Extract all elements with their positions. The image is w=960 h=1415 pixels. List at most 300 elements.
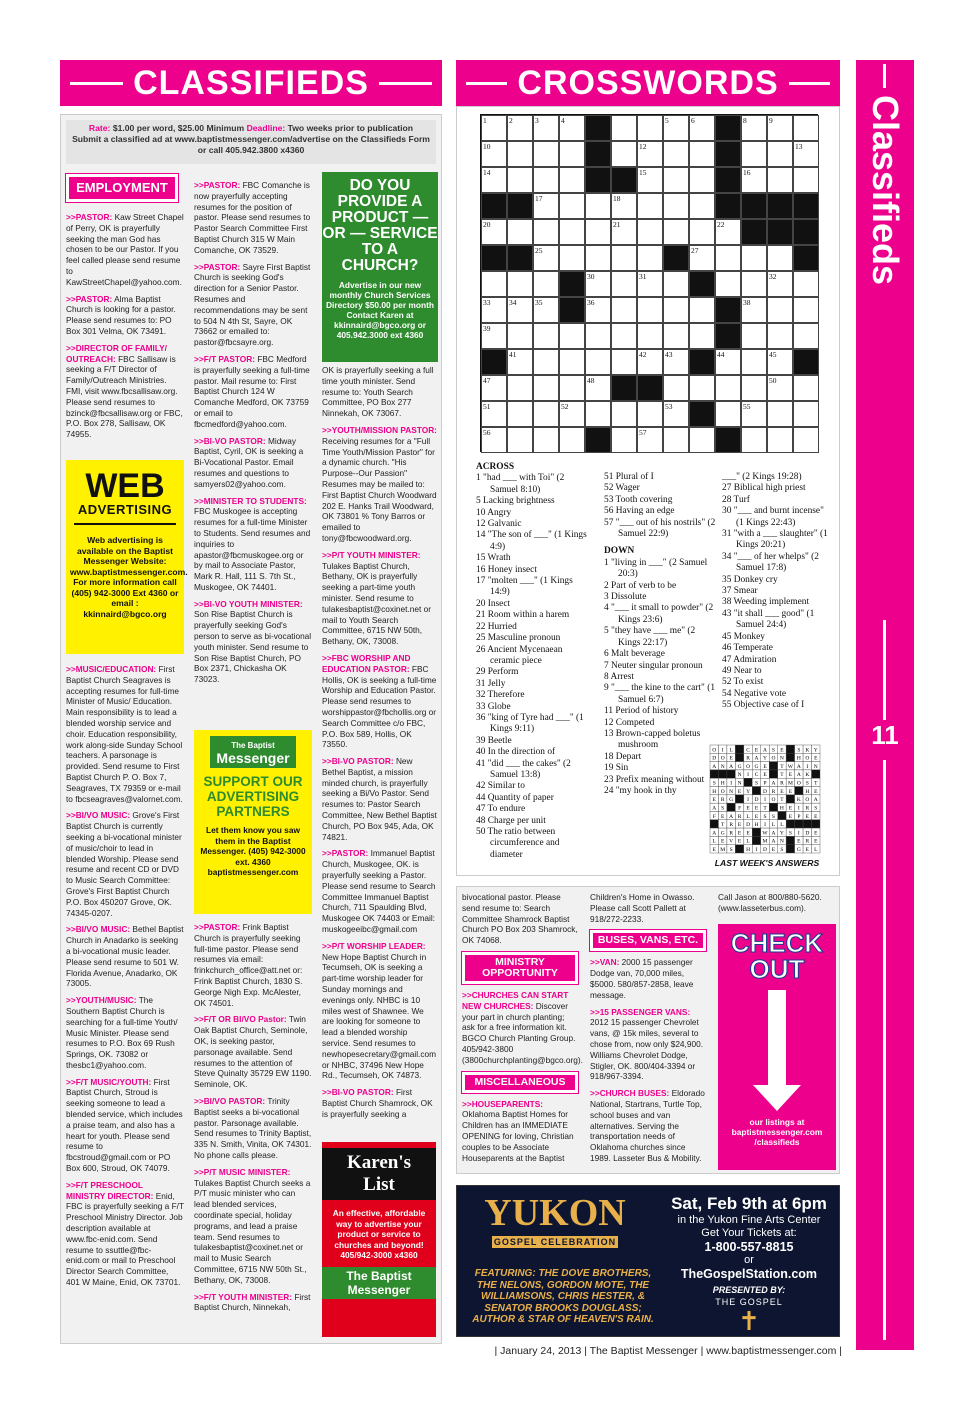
crossword-cell[interactable] [663, 297, 689, 323]
svg-text:L: L [746, 838, 750, 845]
clues-column-3 [722, 472, 830, 712]
svg-text:G: G [754, 763, 759, 770]
clue: 54 Negative vote [722, 688, 787, 699]
crossword-cell[interactable] [689, 167, 715, 193]
crossword-cell[interactable] [585, 323, 611, 349]
svg-text:I: I [764, 822, 766, 829]
crossword-cell[interactable] [585, 219, 611, 245]
svg-text:Y: Y [763, 755, 767, 762]
section-side-title: Classifieds [865, 94, 906, 286]
crossword-cell[interactable]: 44 [715, 349, 741, 375]
crossword-block [715, 427, 741, 453]
crossword-cell[interactable] [741, 141, 767, 167]
svg-text:A: A [771, 838, 776, 845]
crossword-cell[interactable]: 39 [481, 323, 507, 349]
crossword-cell[interactable]: 57 [637, 427, 663, 453]
svg-text:E: E [737, 788, 742, 795]
clue: 7 Neuter singular pronoun [604, 660, 703, 671]
crossword-cell[interactable]: 22 [715, 219, 741, 245]
crossword-cell[interactable] [767, 297, 793, 323]
crossword-cell[interactable]: 17 [533, 193, 559, 219]
crossword-cell[interactable] [689, 323, 715, 349]
classified-listing: >>BI-VO PASTOR: Midway Baptist, Cyril, OK is seeking a Bi-Vocational Pastor. Email resumes and questions to samyers02@yahoo.com. [194, 435, 304, 489]
crossword-cell[interactable]: 32 [767, 271, 793, 297]
svg-text:E: E [814, 813, 818, 820]
crossword-cell[interactable]: 15 [637, 167, 663, 193]
crossword-cell[interactable] [559, 323, 585, 349]
crossword-cell[interactable]: 50 [767, 375, 793, 401]
crossword-cell[interactable] [559, 245, 585, 271]
classified-listing: >>PASTOR: Sayre First Baptist Church is seeking God's direction for a Senior Pastor. Resumes and recommendations may be sent to 504 N 4th St, Sayre, OK 73662 or emailed to: pastor@fbcsayre.org. [194, 261, 311, 348]
clue: 55 Objective case of I [722, 700, 805, 711]
crossword-cell[interactable] [507, 401, 533, 427]
crossword-cell[interactable] [793, 427, 819, 453]
svg-text:T: T [763, 805, 767, 812]
crossword-cell[interactable]: 9 [767, 115, 793, 141]
svg-text:O: O [771, 755, 776, 762]
clue: 20 Insect [476, 598, 511, 609]
svg-text:E: E [721, 813, 725, 820]
crossword-cell[interactable] [741, 427, 767, 453]
svg-text:L: L [746, 813, 750, 820]
svg-text:D: D [763, 788, 767, 795]
classified-listing: >>F/T YOUTH MINISTER: First Baptist Church, Ninnekah, [194, 1291, 311, 1313]
crossword-cell[interactable] [689, 193, 715, 219]
crossword-cell[interactable]: 53 [663, 401, 689, 427]
svg-text:A: A [712, 763, 717, 770]
crossword-cell[interactable] [559, 349, 585, 375]
crossword-cell[interactable] [611, 115, 637, 141]
crossword-cell[interactable]: 34 [507, 297, 533, 323]
svg-text:E: E [754, 805, 759, 812]
down-arrow-icon [768, 990, 786, 1085]
clue: 50 The ratio between circumference and diameter [476, 827, 560, 860]
svg-text:L: L [729, 747, 733, 754]
crossword-cell[interactable]: 14 [481, 167, 507, 193]
svg-text:E: E [754, 747, 759, 754]
classified-listing: >>F/T PASTOR: FBC Medford is prayerfully seeking a full-time pastor. Mail resume to: First Baptist Church 124 W Comanche Medford, OK 73759 or email to fbcmedford@yahoo.com. [194, 353, 310, 429]
crossword-cell[interactable] [793, 401, 819, 427]
svg-text:O: O [805, 797, 810, 804]
clue: 3 Dissolute [604, 592, 647, 603]
crossword-cell[interactable] [637, 115, 663, 141]
svg-text:V: V [729, 838, 734, 845]
svg-text:E: E [805, 813, 809, 820]
svg-text:A: A [729, 813, 734, 820]
crossword-cell[interactable] [741, 375, 767, 401]
crossword-cell[interactable] [585, 401, 611, 427]
crossword-cell[interactable] [533, 167, 559, 193]
advertising-partners-ad[interactable]: The Baptist Messenger SUPPORT OUR ADVERTISING PARTNERS Let them know you saw them in the Baptist Messenger. (405) 942-3000 ext. 4360 baptistmessenger.com [194, 730, 312, 914]
crossword-block [507, 193, 533, 219]
svg-text:Y: Y [746, 788, 751, 795]
crossword-cell[interactable]: 36 [585, 297, 611, 323]
svg-text:E: E [814, 838, 818, 845]
crossword-cell[interactable]: 16 [741, 167, 767, 193]
crossword-block [585, 115, 611, 141]
crossword-cell[interactable]: 18 [611, 193, 637, 219]
crossword-cell[interactable] [663, 219, 689, 245]
svg-text:D: D [763, 847, 767, 853]
classified-listing: >>PASTOR: FBC Comanche is now prayerfully accepting resumes for the position of pastor. Please send resumes to Pastor Search Committee First Baptist Church 315 W Main Comanche, OK 73529. [194, 180, 311, 255]
svg-text:I: I [797, 805, 800, 812]
svg-text:H: H [779, 805, 784, 812]
crossword-cell[interactable] [611, 245, 637, 271]
crossword-cell[interactable]: 27 [689, 245, 715, 271]
classified-listing: OK is prayerfully seeking a full time youth minister. Send resume to: Youth Search Committee, PO Box 277 Ninnekah, OK 73067. [322, 365, 434, 419]
church-services-ad[interactable]: DO YOU PROVIDE A PRODUCT — OR — SERVICE TO A CHURCH? Advertise in our new monthly Church Services Directory $50.00 per month Contact Karen at kkinnaird@bgco.org or 405.942.3000 ext 4360 [322, 172, 438, 362]
svg-text:H: H [746, 847, 751, 853]
classified-listing: >>PASTOR: Alma Baptist Church is looking for a pastor. Please send resumes to: PO Box 301 Velma, OK 73491. [66, 293, 176, 336]
svg-text:E: E [746, 805, 750, 812]
clue: 48 Charge per unit [476, 815, 546, 826]
svg-text:D: D [805, 830, 810, 837]
classified-column-3 [322, 365, 438, 1126]
crossword-cell[interactable]: 3 [533, 115, 559, 141]
svg-text:D: D [754, 797, 759, 804]
crossword-cell[interactable] [585, 245, 611, 271]
clue: 14 "The son of ___" (1 Kings 4:9) [476, 530, 587, 552]
crossword-cell[interactable] [741, 245, 767, 271]
svg-text:I: I [747, 772, 749, 779]
crossword-cell[interactable] [637, 219, 663, 245]
crossword-cell[interactable]: 20 [481, 219, 507, 245]
svg-text:O: O [720, 755, 725, 762]
svg-text:E: E [754, 813, 759, 820]
svg-text:R: R [746, 755, 750, 762]
crossword-cell[interactable] [637, 245, 663, 271]
svg-text:E: E [721, 838, 725, 845]
crossword-cell[interactable]: 13 [793, 141, 819, 167]
crossword-cell[interactable] [689, 427, 715, 453]
crossword-cell[interactable]: 10 [481, 141, 507, 167]
crossword-cell[interactable] [559, 193, 585, 219]
crossword-cell[interactable]: 43 [663, 349, 689, 375]
svg-text:I: I [806, 763, 809, 770]
crossword-block [741, 219, 767, 245]
crossword-cell[interactable] [663, 193, 689, 219]
crossword-cell[interactable] [663, 323, 689, 349]
crossword-cell[interactable]: 30 [585, 271, 611, 297]
yukon-gospel-ad[interactable]: YUKON GOSPEL CELEBRATION FEATURING: THE DOVE BROTHERS, THE NELONS, GORDON MOTE, THE WILLIAMSONS, CHRIS HESTER, & SENATOR BROOKS DOUGLASS; AUTHOR & STAR OF HEAVEN'S RAIN. Sat, Feb 9th at 6pm in the Yukon Fine Arts Center Get Your Tickets at: 1-800-557-8815 or TheGospelStation.com PRESENTED BY: THE GOSPEL ✝ STATION NETWORK [456, 1185, 840, 1337]
svg-text:C: C [754, 772, 759, 779]
svg-text:T: T [814, 780, 818, 787]
crossword-cell[interactable]: 52 [559, 401, 585, 427]
crossword-cell[interactable] [533, 375, 559, 401]
svg-text:E: E [729, 755, 733, 762]
clue: 22 Hurried [476, 621, 517, 632]
crossword-cell[interactable] [637, 297, 663, 323]
miscellaneous-tag: MISCELLANEOUS [462, 1072, 578, 1093]
svg-text:S: S [797, 747, 801, 754]
crossword-cell[interactable] [767, 427, 793, 453]
clue: 21 Room within a harem [476, 610, 570, 621]
svg-text:E: E [737, 838, 742, 845]
crossword-cell[interactable]: 1 [481, 115, 507, 141]
crossword-cell[interactable] [533, 323, 559, 349]
crossword-cell[interactable] [767, 245, 793, 271]
crossword-cell[interactable] [611, 271, 637, 297]
svg-text:M: M [762, 838, 768, 845]
crossword-cell[interactable] [767, 401, 793, 427]
clue: 30 "___ and burnt incense" (1 Kings 22:43) [722, 506, 824, 528]
crossword-cell[interactable] [507, 375, 533, 401]
classifieds-header: CLASSIFIEDS [60, 60, 442, 106]
clue: 57 "___ out of his nostrils" (2 Samuel 22:9) [604, 517, 716, 540]
crossword-cell[interactable] [507, 219, 533, 245]
crossword-cell[interactable] [767, 323, 793, 349]
svg-text:A: A [712, 830, 717, 837]
crossword-cell[interactable] [559, 427, 585, 453]
lower-column-1: bivocational pastor. Please send resume to: Search Committee Shamrock Baptist Church PO Box 203 Shamrock, OK 74068. MINISTRY OPPORTUNITY >>CHURCHES CAN START NEW CHURCHES: Discover your part in church planting; ask for a free information kit. BGCO Church Planting Group. 405/942-3800 (3800churchplanting@bgco.org). MISCELLANEOUS >>HOUSEPARENTS: Oklahoma Baptist Homes for Children has an IMMEDIATE OPENING for loving, Christian couples to be Associate Houseparents at the Baptist [462, 892, 583, 1163]
crossword-cell[interactable] [689, 375, 715, 401]
crossword-cell[interactable] [715, 401, 741, 427]
svg-text:N: N [729, 788, 734, 795]
crosswords-header: CROSSWORDS [456, 60, 840, 106]
crossword-cell[interactable]: 38 [741, 297, 767, 323]
svg-text:E: E [805, 847, 809, 853]
clue: 1 "had ___ with Toi" (2 Samuel 8:10) [476, 473, 565, 495]
crossword-cell[interactable]: 12 [637, 141, 663, 167]
clue: 35 Donkey cry [722, 574, 778, 585]
crossword-cell[interactable]: 25 [533, 245, 559, 271]
svg-text:E: E [737, 822, 742, 829]
crossword-cell[interactable]: 5 [663, 115, 689, 141]
crossword-cell[interactable] [533, 401, 559, 427]
svg-text:R: R [805, 805, 810, 812]
crossword-cell[interactable] [689, 141, 715, 167]
svg-text:K: K [796, 797, 801, 804]
crossword-cell[interactable]: 2 [507, 115, 533, 141]
crossword-cell[interactable]: 47 [481, 375, 507, 401]
crossword-block [793, 245, 819, 271]
crossword-cell[interactable] [793, 167, 819, 193]
clue: 49 Near to [722, 665, 762, 676]
crossword-block [741, 193, 767, 219]
crossword-cell[interactable] [793, 297, 819, 323]
svg-text:O: O [771, 797, 776, 804]
svg-text:S: S [755, 780, 759, 787]
crossword-cell[interactable] [663, 167, 689, 193]
crossword-cell[interactable] [533, 349, 559, 375]
svg-text:P: P [763, 780, 767, 787]
crossword-block [585, 167, 611, 193]
crossword-cell[interactable]: 31 [637, 271, 663, 297]
crossword-cell[interactable] [715, 375, 741, 401]
crossword-cell[interactable] [689, 297, 715, 323]
clue: 52 Wager [604, 483, 640, 494]
crossword-block [767, 219, 793, 245]
svg-text:H: H [720, 780, 725, 787]
svg-text:L: L [814, 847, 818, 853]
svg-text:L: L [771, 822, 776, 829]
crossword-cell[interactable] [637, 401, 663, 427]
crossword-block [611, 375, 637, 401]
svg-text:O: O [746, 763, 751, 770]
crossword-cell[interactable] [663, 141, 689, 167]
crossword-cell[interactable]: 8 [741, 115, 767, 141]
crossword-cell[interactable] [793, 115, 819, 141]
clue: 16 Honey insect [476, 564, 537, 575]
crossword-cell[interactable] [507, 141, 533, 167]
clue: 39 Beetle [476, 735, 512, 746]
crossword-cell[interactable] [663, 427, 689, 453]
crossword-cell[interactable] [585, 349, 611, 375]
crossword-cell[interactable] [663, 375, 689, 401]
classified-listing: >>MUSIC/EDUCATION: First Baptist Church Seagraves is accepting resumes for full-time Minister of Music/ Education. Main responsibility is to lead a blended worship service and choir. Education responsibility, work along-side Sunday School teachers. A parsonage is provided. Send resume to First Baptist Church P. O. Box 7, Seagraves, TX 79359 or e-mail to fbcseagraves@valornet.com. [66, 664, 183, 804]
clue: 1 "living in ___" (2 Samuel 20:3) [604, 557, 708, 580]
crossword-cell[interactable] [481, 271, 507, 297]
crossword-cell[interactable] [793, 271, 819, 297]
clue: 12 Galvanic [476, 519, 522, 530]
svg-text:N: N [720, 763, 725, 770]
clue: 27 Biblical high priest [722, 483, 806, 494]
crossword-cell[interactable] [533, 219, 559, 245]
web-advertising-ad[interactable]: WEB ADVERTISING Web advertising is available on the Baptist Messenger Website: www.baptistmessenger.com. For more information call (405) 942-3000 Ext 4360 or email : kkinnaird@bgco.org [66, 460, 184, 654]
crossword-cell[interactable]: 48 [585, 375, 611, 401]
crossword-cell[interactable] [611, 323, 637, 349]
crossword-cell[interactable] [741, 323, 767, 349]
svg-text:S: S [805, 780, 809, 787]
crossword-cell[interactable] [793, 323, 819, 349]
crossword-cell[interactable] [533, 427, 559, 453]
clue: 11 Period of history [604, 706, 679, 717]
svg-text:S: S [771, 747, 775, 754]
crossword-cell[interactable]: 35 [533, 297, 559, 323]
rate-info: Rate: $1.00 per word, $25.00 Minimum Deadline: Two weeks prior to publication Submit a classified ad at www.baptistmessenger.com/advertise on the Classifieds Form or call 405.942.3800 x4360 [66, 120, 436, 164]
crossword-cell[interactable]: 56 [481, 427, 507, 453]
svg-text:S: S [780, 847, 784, 853]
svg-text:F: F [712, 813, 716, 820]
crossword-cell[interactable] [767, 167, 793, 193]
crossword-cell[interactable] [507, 271, 533, 297]
svg-text:R: R [729, 830, 733, 837]
crossword-block [793, 193, 819, 219]
crossword-cell[interactable] [611, 401, 637, 427]
crossword-cell[interactable]: 55 [741, 401, 767, 427]
crossword-cell[interactable] [507, 167, 533, 193]
crossword-cell[interactable] [559, 219, 585, 245]
crossword-cell[interactable]: 42 [637, 349, 663, 375]
crossword-block [663, 245, 689, 271]
crossword-cell[interactable] [741, 349, 767, 375]
crossword-block [507, 245, 533, 271]
clue: 31 Jelly [476, 678, 506, 689]
classified-listing: >>P/T MUSIC MINISTER: Tulakes Baptist Church seeks a P/T music minister who can lead blended services, coordinate special, holiday programs, and lead a praise team. Send resumes to tulakesbaptist@coxinet.net or mail to Music Search Committee, 6715 NW 50th St., Bethany, OK, 73008. [194, 1166, 311, 1285]
svg-text:E: E [788, 805, 793, 812]
classified-listing: >>P/T YOUTH MINISTER: Tulakes Baptist Church, Bethany, OK is prayerfully seeking a part-time youth minister. Send resume to tulakesbaptist@coxinet.net or mail to Youth Search Committee, 6715 NW 50th, Bethany, OK, 73008. [322, 549, 431, 647]
crossword-cell[interactable] [767, 141, 793, 167]
lower-column-2: Children's Home in Owasso. Please call Scott Pallett at 918/272-2233. BUSES, VANS, ETC. >>VAN: 2000 15 passenger Dodge van, 70,000 miles, $5000. 580/857-2858, leave message. >>15 PASSENGER VANS: 2012 15 passenger Chevrolet vans, @ 15k miles, several to chose from, now only $24,900. Williams Chevrolet Dodge, Stigler, OK. 800/404-3394 or 918/967-3394. >>CHURCH BUSES: Eldorado National, Startrans, Turtle Top, school buses and van alternatives. Serving the transportation needs of Oklahoma churches since 1989. Lasseter Bus & Mobility. [590, 892, 705, 1163]
classified-listing: >>MINISTER TO STUDENTS: FBC Muskogee is accepting resumes for a full-time Minister to Students. Send resumes and inquiries to apastor@fbcmuskogee.org or by mail to Associate Pastor, Mark R. Hall, 111 S. 7th St., Muskogee, OK 74401. [194, 495, 311, 592]
svg-text:S: S [763, 813, 767, 820]
svg-text:A: A [796, 772, 801, 779]
crossword-block [767, 193, 793, 219]
crossword-cell[interactable]: 6 [689, 115, 715, 141]
crossword-cell[interactable] [559, 375, 585, 401]
crossword-cell[interactable] [611, 297, 637, 323]
classified-column-2b [194, 922, 312, 1319]
crossword-cell[interactable] [533, 271, 559, 297]
crossword-cell[interactable]: 45 [767, 349, 793, 375]
crossword-block [585, 141, 611, 167]
classified-listing: >>F/T MUSIC/YOUTH: First Baptist Church, Stroud is seeking someone to lead a blended service, which includes a praise team, and also has a heart for youth. Please send resume to fbcstroud@gmail.com or PO Box 600, Stroud, OK 74079. [66, 1076, 183, 1174]
crossword-block [559, 271, 585, 297]
clue: 15 Wrath [476, 553, 511, 564]
crossword-cell[interactable] [637, 323, 663, 349]
crossword-cell[interactable] [611, 427, 637, 453]
classified-column-1b [66, 664, 184, 1294]
crossword-cell[interactable]: 33 [481, 297, 507, 323]
svg-text:G: G [720, 830, 725, 837]
svg-text:E: E [788, 813, 793, 820]
crossword-cell[interactable] [793, 375, 819, 401]
svg-text:H: H [796, 755, 801, 762]
crossword-cell[interactable] [559, 167, 585, 193]
crossword-grid[interactable] [480, 114, 818, 452]
clue: 12 Competed [604, 717, 655, 728]
svg-text:H: H [712, 788, 717, 795]
crossword-cell[interactable] [637, 193, 663, 219]
clue: 34 "___ of her whelps" (2 Samuel 17:8) [722, 551, 819, 574]
crossword-cell[interactable] [689, 219, 715, 245]
clue: 9 "___ the kine to the cart" (1 Samuel 6:7) [604, 683, 716, 705]
svg-text:E: E [763, 763, 767, 770]
crossword-cell[interactable]: 4 [559, 115, 585, 141]
crossword-cell[interactable] [715, 271, 741, 297]
clue: 38 Weeding implement [722, 597, 810, 608]
svg-text:E: E [780, 788, 784, 795]
crossword-cell[interactable] [611, 141, 637, 167]
clue: 47 To endure [476, 804, 526, 815]
crossword-cell[interactable]: 51 [481, 401, 507, 427]
clue: 4 "___ it small to powder" (2 Kings 23:6) [604, 603, 714, 625]
buses-vans-tag: BUSES, VANS, ETC. [590, 930, 706, 951]
crossword-cell[interactable] [585, 193, 611, 219]
karens-list-ad[interactable]: Karen's List An effective, affordable way to advertise your product or service to churches and beyond! 405/942-3000 x4360 The Baptist Messenger [322, 1142, 436, 1337]
page-number: 11 [871, 720, 899, 750]
svg-text:A: A [771, 830, 776, 837]
crossword-cell[interactable]: 41 [507, 349, 533, 375]
svg-text:T: T [780, 772, 784, 779]
clue: 51 Plural of I [604, 472, 654, 482]
classified-listing: >>P/T WORSHIP LEADER: New Hope Baptist Church in Tecumseh, OK is seeking a part-time worship leader for Sunday mornings and evenings only. NHBC is 10 miles west of Shawnee. We are looking for someone to lead a blended worship service. Send resumes to newhopesecretary@gmail.com or NHBC, 37496 New Hope Rd., Tecumseh, OK 74873. [322, 940, 437, 1081]
svg-text:O: O [805, 755, 810, 762]
crossword-block [689, 271, 715, 297]
crossword-cell[interactable]: 21 [611, 219, 637, 245]
crossword-cell[interactable] [741, 271, 767, 297]
svg-text:S: S [771, 813, 775, 820]
svg-text:M: M [720, 847, 726, 853]
clue: 32 Therefore [476, 690, 525, 701]
crossword-cell[interactable] [559, 141, 585, 167]
svg-text:R: R [720, 797, 725, 804]
crossword-cell[interactable] [663, 271, 689, 297]
svg-text:N: N [737, 780, 742, 787]
svg-text:W: W [787, 763, 793, 770]
crossword-cell[interactable] [507, 323, 533, 349]
crossword-cell[interactable] [533, 141, 559, 167]
svg-text:I: I [755, 847, 758, 853]
clue: 43 "it shall ___ good" (1 Samuel 24:4) [722, 608, 815, 631]
check-out-listings-ad[interactable]: CHECK OUT our listings at baptistmessenger.com /classifieds [718, 924, 836, 1170]
classified-listing: >>BI-VO YOUTH MINISTER: Son Rise Baptist Church is prayerfully seeking God's person to serve as bi-vocational youth minister. Send resume to Son Rise Baptist Church, PO Box 2371, Chickasha OK 73023. [194, 598, 312, 685]
clue: 56 Having an edge [604, 506, 675, 517]
employment-tag: EMPLOYMENT [66, 174, 178, 202]
crossword-cell[interactable] [715, 245, 741, 271]
crossword-cell[interactable] [507, 427, 533, 453]
crossword-cell[interactable] [611, 349, 637, 375]
